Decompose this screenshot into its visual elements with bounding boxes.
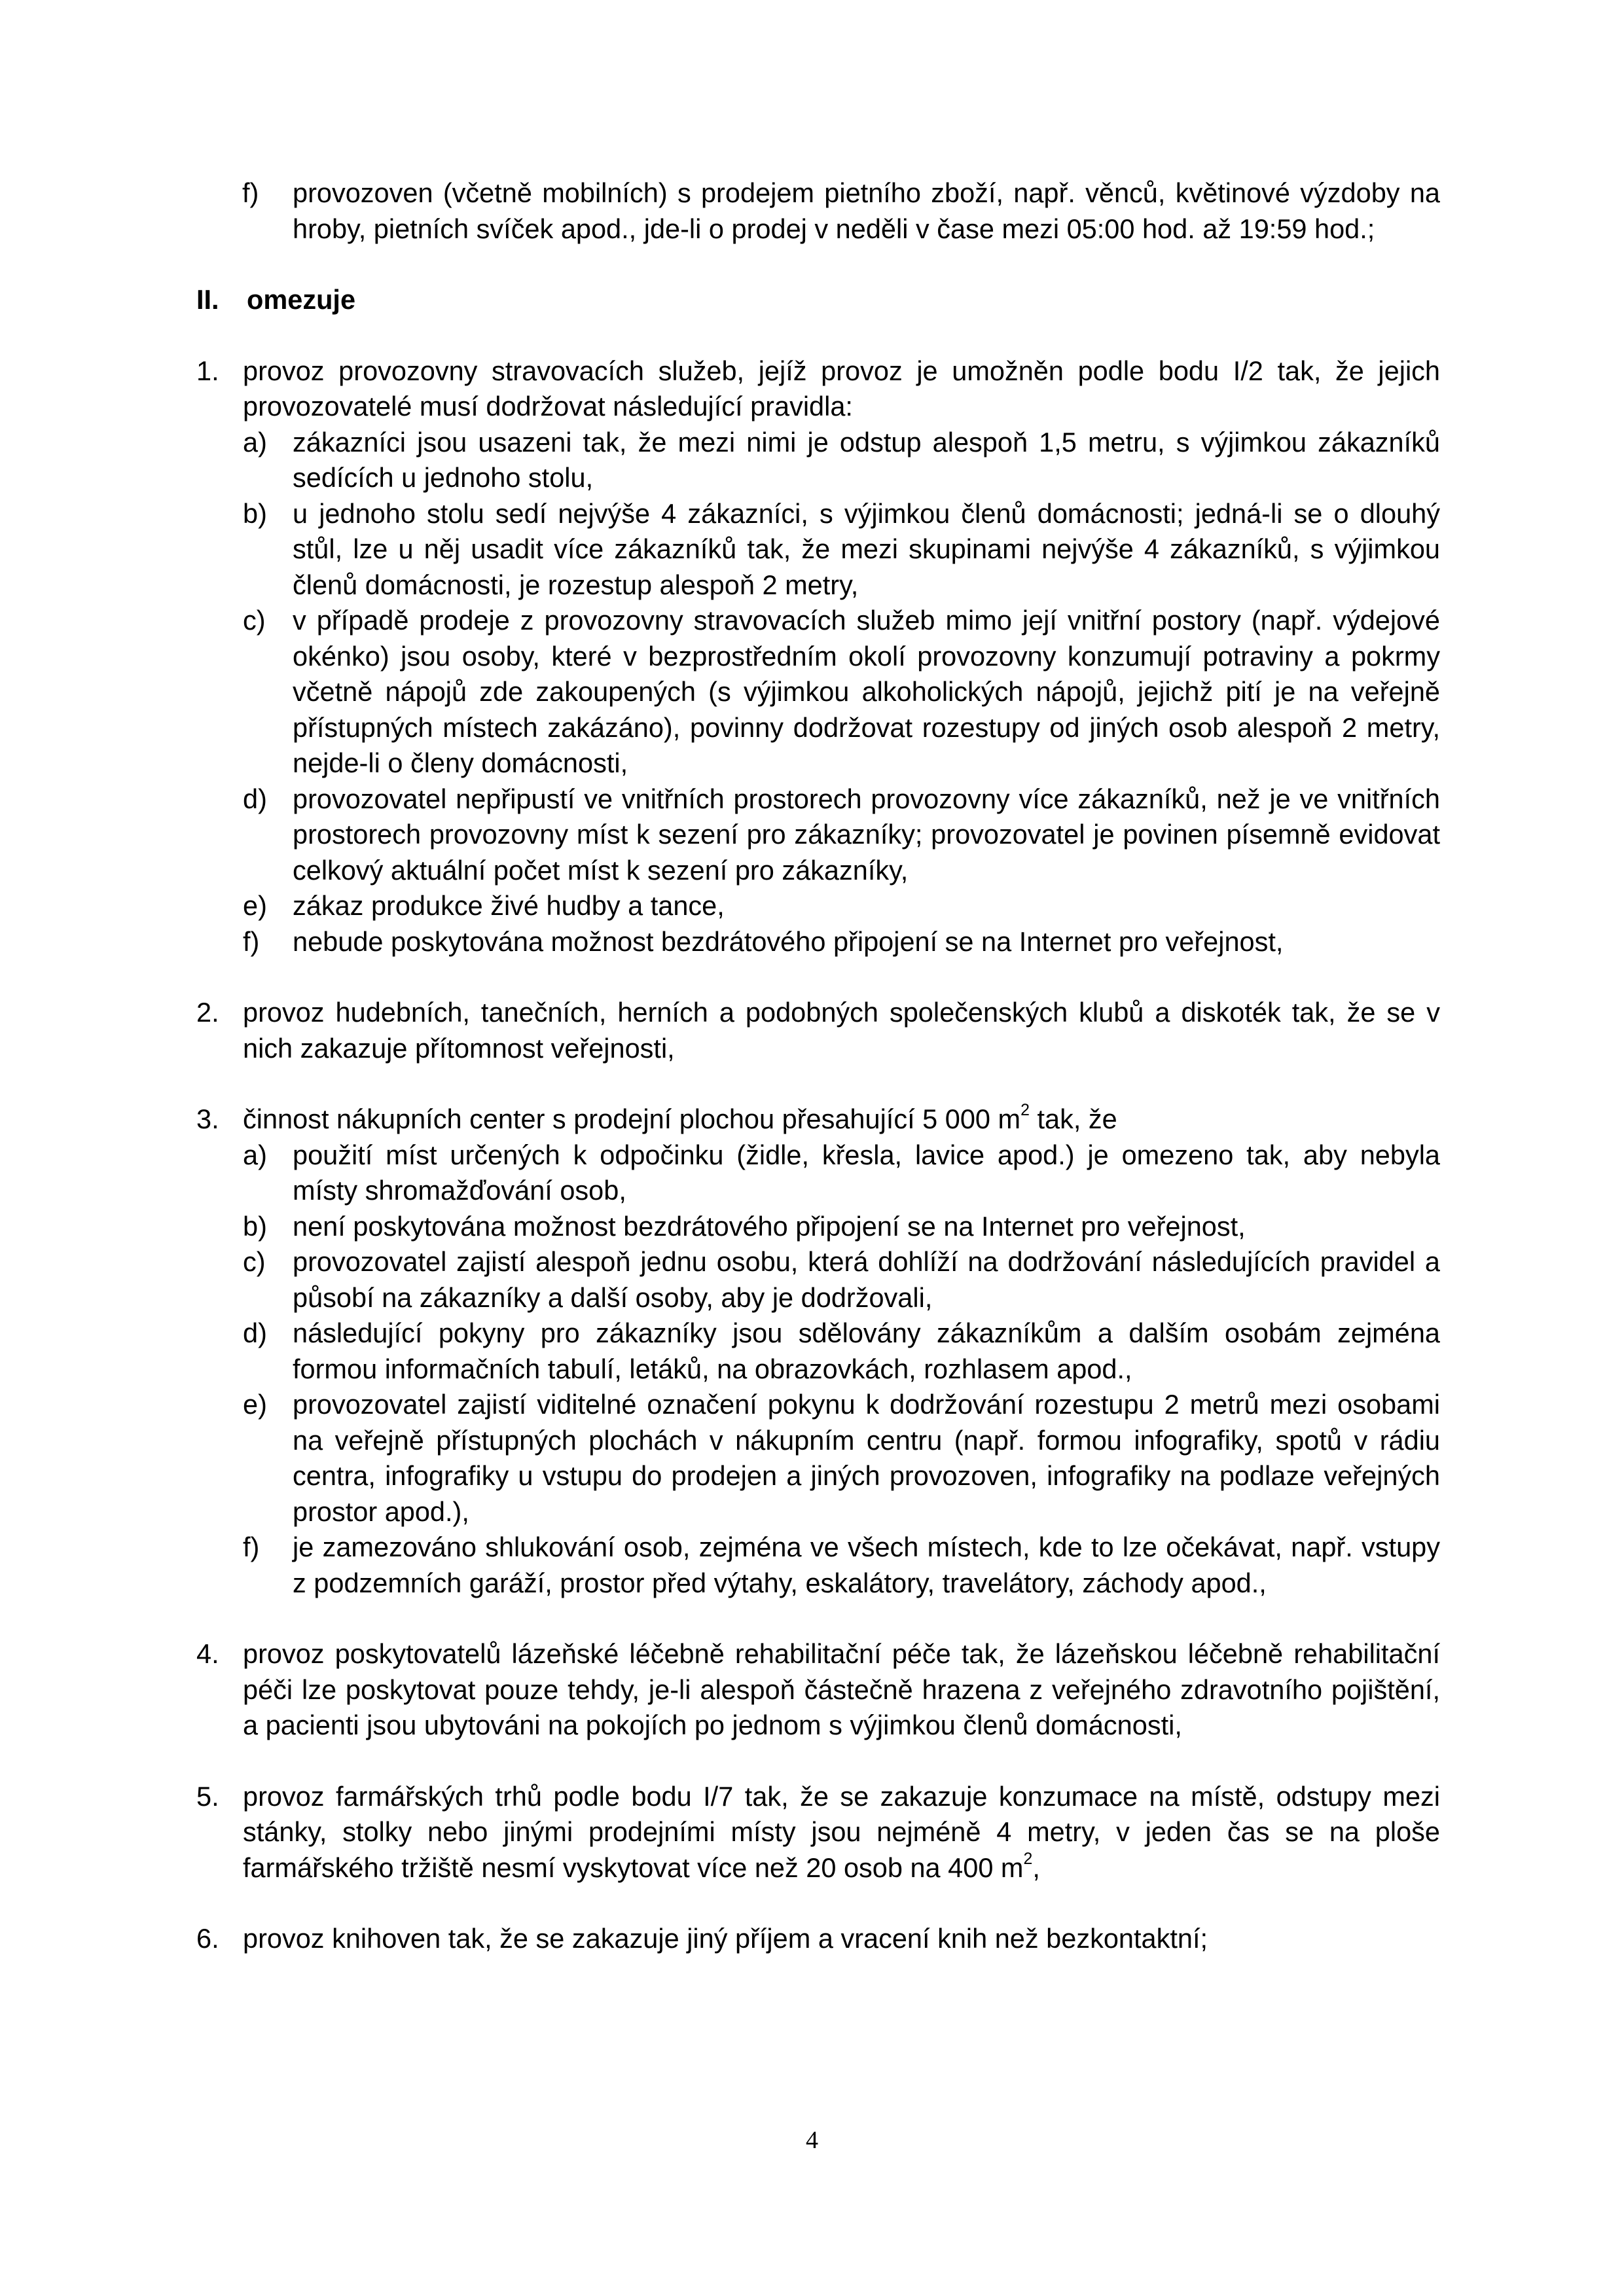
superscript: 2 — [1023, 1849, 1033, 1868]
sub-item-text: následující pokyny pro zákazníky jsou sdělovány zákazníkům a dalším osobám zejména formou informačních tabulí, letáků, na obrazovkách, rozhlasem apod., — [293, 1318, 1440, 1384]
numbered-item — [196, 1921, 1440, 1957]
item-lead-text — [243, 1102, 1440, 1138]
section-number: II. — [196, 284, 219, 315]
item-lead-text — [243, 1636, 1440, 1744]
sub-item-marker: c) — [243, 605, 266, 636]
sub-item-marker: a) — [243, 426, 267, 457]
item-number: 1. — [196, 355, 219, 386]
item-number: 6. — [196, 1923, 219, 1954]
sub-item-text: zákaz produkce živé hudby a tance, — [293, 890, 725, 921]
numbered-item — [196, 995, 1440, 1066]
item-lead-text — [243, 1779, 1440, 1886]
item-lead-main: provoz poskytovatelů lázeňské léčebně rehabilitační péče tak, že lázeňskou léčebně rehabilitační péči lze poskytovat pouze tehdy, je-li alespoň částečně hrazena z veřejného zdravotního pojištění, a pacienti jsou ubytováni na pokojích po jednom s výjimkou členů domácnosti, — [243, 1638, 1440, 1740]
item-body — [243, 1779, 1440, 1886]
item-lead-main: provoz provozovny stravovacích služeb, jejíž provoz je umožněn podle bodu I/2 tak, že jejich provozovatelé musí dodržovat následující pravidla: — [243, 355, 1440, 422]
sub-item-text: provozovatel nepřipustí ve vnitřních prostorech provozovny více zákazníků, než je ve vnitřních prostorech provozovny míst k sezení pro zákazníky; provozovatel je povinen písemně evidovat celkový aktuální počet míst k sezení pro zákazníky, — [293, 783, 1440, 886]
item-lead-main: činnost nákupních center s prodejní plochou přesahující 5 000 m — [243, 1103, 1021, 1134]
sub-item-text: nebude poskytována možnost bezdrátového připojení se na Internet pro veřejnost, — [293, 925, 1284, 957]
item-lead-text — [243, 353, 1440, 425]
item-number: 5. — [196, 1780, 219, 1812]
page-content — [196, 175, 1440, 1957]
sub-item-marker: d) — [243, 1318, 267, 1348]
sub-item-text: zákazníci jsou usazeni tak, že mezi nimi je odstup alespoň 1,5 metru, s výjimkou zákazníků sedících u jednoho stolu, — [293, 426, 1440, 493]
sub-item-marker: e) — [243, 890, 267, 921]
sub-item-text: provozovatel zajistí viditelné označení pokynu k dodržování rozestupu 2 metrů mezi osobami na veřejně přístupných plochách v nákupním centru (např. formou infografiky, spotů v rádiu centra, infografiky u vstupu do prodejen a jiných provozoven, infografiky na podlaze veřejných prostor apod.), — [293, 1389, 1440, 1527]
sub-item — [243, 1244, 1440, 1316]
list-marker: f) — [242, 177, 259, 208]
sub-item-marker: e) — [243, 1389, 267, 1420]
sub-item-marker: f) — [243, 1532, 260, 1562]
item-lead-main: provoz farmářských trhů podle bodu I/7 tak, že se zakazuje konzumace na místě, odstupy mezi stánky, stolky nebo jinými prodejními místy jsou nejméně 4 metry, v jeden čas se na ploše farmářského tržiště nesmí vyskytovat více než 20 osob na 400 m — [243, 1780, 1440, 1883]
item-number: 2. — [196, 997, 219, 1028]
section-title: omezuje — [247, 284, 356, 315]
sub-item-marker: d) — [243, 783, 267, 814]
item-lead-suffix: tak, že — [1029, 1103, 1117, 1134]
sub-item-marker: f) — [243, 925, 260, 957]
numbered-list — [196, 353, 1440, 1957]
list-item-text: provozoven (včetně mobilních) s prodejem pietního zboží, např. věnců, květinové výzdoby na hroby, pietních svíček apod., jde-li o prodej v neděli v čase mezi 05:00 hod. až 19:59 hod.; — [293, 177, 1440, 244]
sub-item-text: v případě prodeje z provozovny stravovacích služeb mimo její vnitřní postory (např. výdejové okénko) jsou osoby, které v bezprostředním okolí provozovny konzumují potraviny a pokrmy včetně nápojů zde zakoupených (s výjimkou alkoholických nápojů, jejichž pití je na veřejně přístupných místech zakázáno), povinny dodržovat rozestupy od jiných osob alespoň 2 metry, nejde-li o členy domácnosti, — [293, 605, 1440, 778]
section-heading — [196, 282, 1440, 318]
numbered-item — [196, 1636, 1440, 1744]
sub-item — [243, 1316, 1440, 1387]
item-body — [243, 353, 1440, 960]
sub-item — [243, 1530, 1440, 1601]
page-number: 4 — [806, 2126, 818, 2154]
sub-item-text: u jednoho stolu sedí nejvýše 4 zákazníci, s výjimkou členů domácnosti; jedná-li se o dlouhý stůl, lze u něj usadit více zákazníků tak, že mezi skupinami nejvýše 4 zákazníků, s výjimkou členů domácnosti, je rozestup alespoň 2 metry, — [293, 497, 1440, 600]
sub-item — [243, 888, 1440, 924]
sub-item — [243, 1209, 1440, 1245]
sub-item — [243, 496, 1440, 603]
item-body — [243, 1102, 1440, 1601]
item-body — [243, 1921, 1440, 1957]
sub-item-marker: c) — [243, 1246, 266, 1277]
item-number: 3. — [196, 1103, 219, 1134]
sub-item-text: provozovatel zajistí alespoň jednu osobu, která dohlíží na dodržování následujících pravidel a působí na zákazníky a další osoby, aby je dodržovali, — [293, 1246, 1440, 1313]
sub-item-text: použití míst určených k odpočinku (židle, křesla, lavice apod.) je omezeno tak, aby nebyla místy shromažďování osob, — [293, 1139, 1440, 1206]
item-number: 4. — [196, 1638, 219, 1669]
numbered-item — [196, 1779, 1440, 1886]
sub-item — [243, 781, 1440, 889]
item-lead-main: provoz hudebních, tanečních, herních a podobných společenských klubů a diskoték tak, že se v nich zakazuje přítomnost veřejnosti, — [243, 997, 1440, 1064]
sub-item-text: není poskytována možnost bezdrátového připojení se na Internet pro veřejnost, — [293, 1210, 1246, 1242]
superscript: 2 — [1020, 1101, 1030, 1120]
sub-item — [243, 924, 1440, 960]
sub-item-marker: b) — [243, 497, 267, 529]
sub-item — [243, 425, 1440, 496]
item-lead-suffix: , — [1032, 1852, 1040, 1883]
numbered-item — [196, 353, 1440, 960]
sub-item — [243, 603, 1440, 781]
sub-item-marker: b) — [243, 1210, 267, 1242]
item-lead-text — [243, 995, 1440, 1066]
sub-item — [243, 1138, 1440, 1209]
sub-item-text: je zamezováno shlukování osob, zejména ve všech místech, kde to lze očekávat, např. vstupy z podzemních garáží, prostor před výtahy, eskalátory, travelátory, záchody apod., — [293, 1532, 1440, 1598]
list-item-f-continued — [196, 175, 1440, 247]
item-body — [243, 995, 1440, 1066]
item-lead-main: provoz knihoven tak, že se zakazuje jiný příjem a vracení knih než bezkontaktní; — [243, 1923, 1208, 1954]
sub-item — [243, 1387, 1440, 1530]
item-lead-text — [243, 1921, 1440, 1957]
item-body — [243, 1636, 1440, 1744]
sub-item-marker: a) — [243, 1139, 267, 1170]
numbered-item — [196, 1102, 1440, 1601]
